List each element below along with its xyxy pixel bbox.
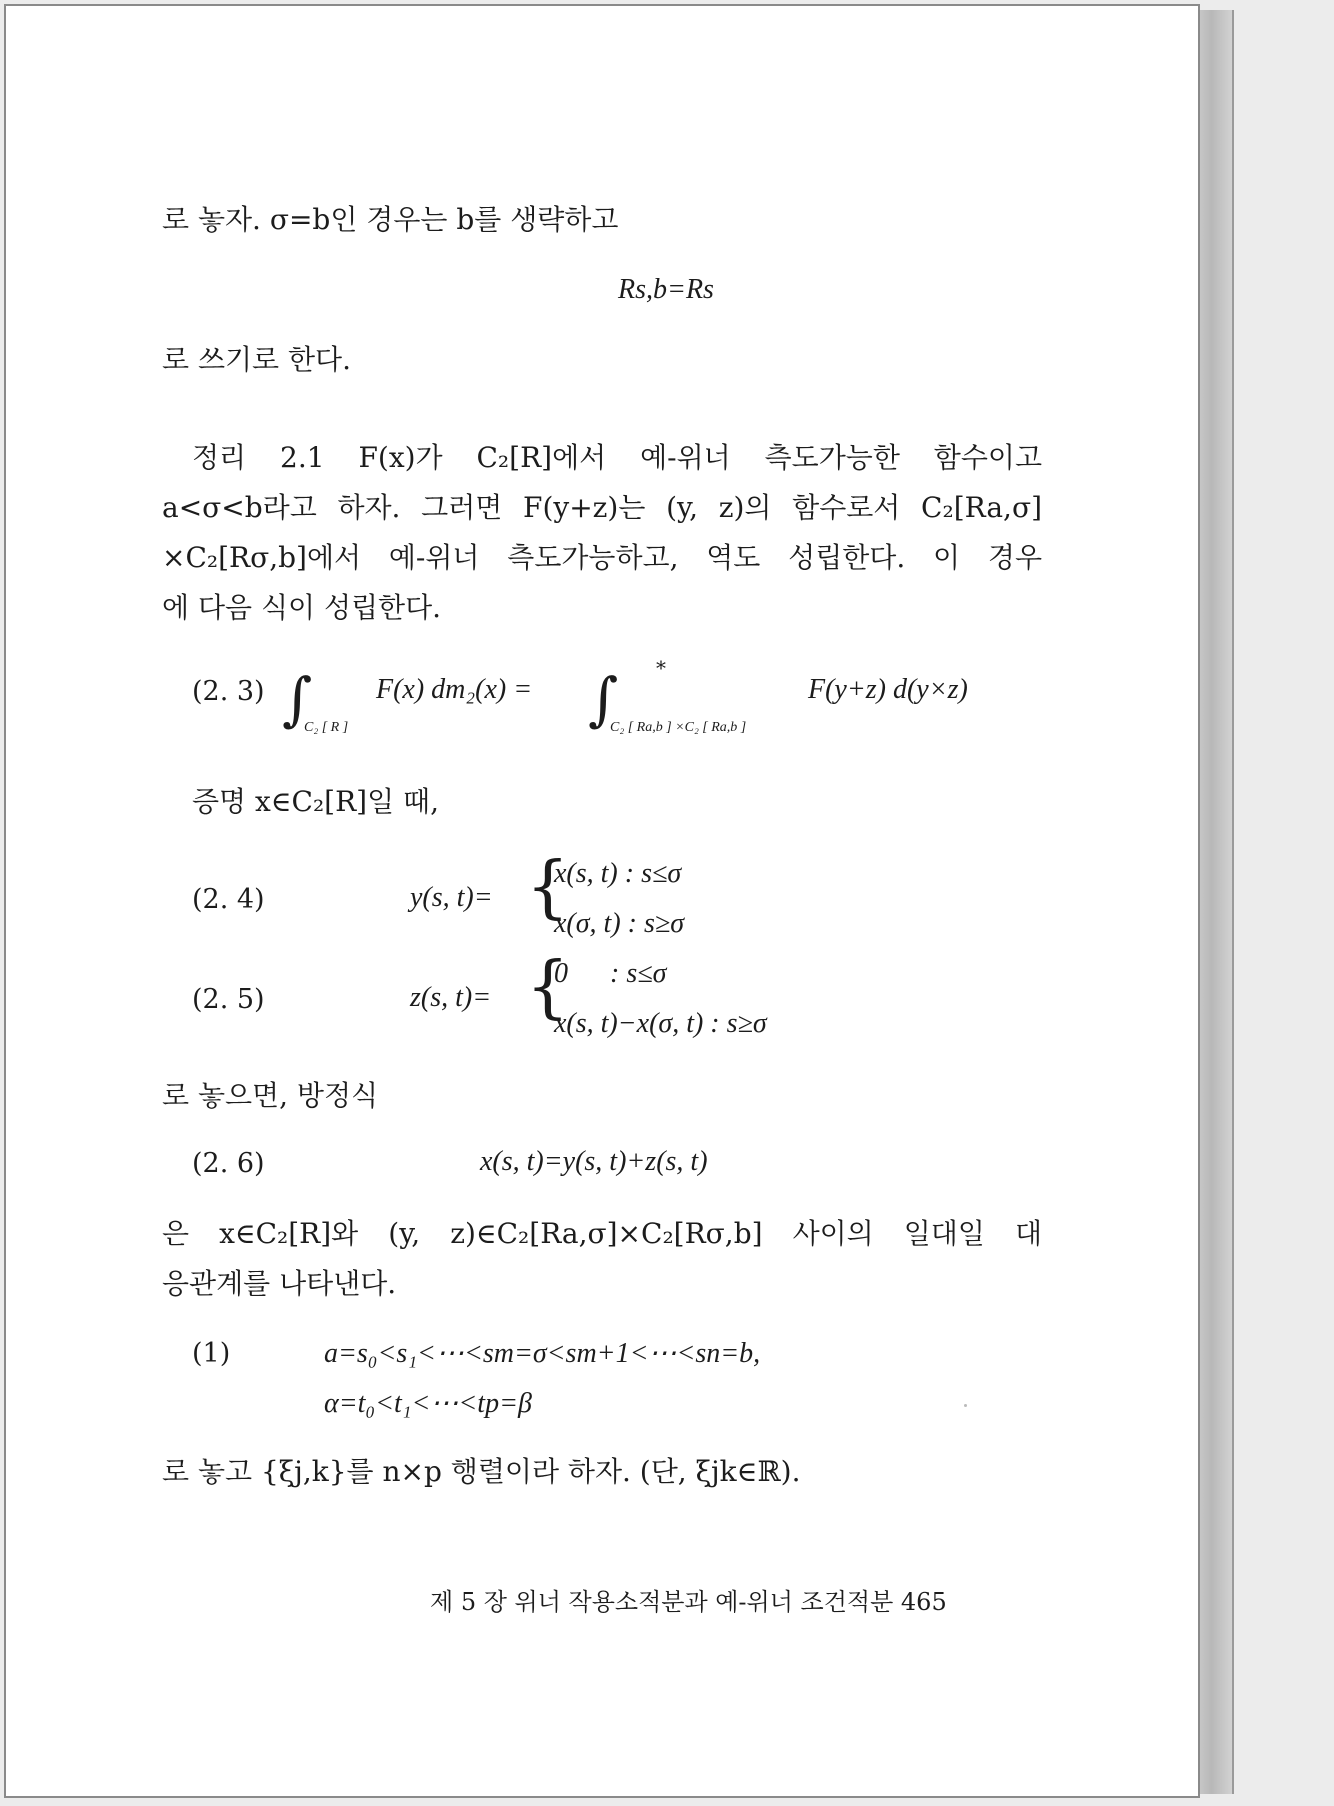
equation-rs: Rs,b=Rs xyxy=(618,274,714,305)
text-line-6: 로 놓고 {ξj,k}를 n×p 행렬이라 하자. (단, ξjk∈ℝ). xyxy=(162,1455,801,1488)
page-edge xyxy=(1198,10,1234,1794)
item-1-line-1: a=s₀<s₁<⋯<sm=σ<sm+1<⋯<sn=b, xyxy=(324,1338,761,1369)
equation-number-2-5: (2. 5) xyxy=(192,984,265,1015)
left-brace: { xyxy=(526,848,570,927)
equation-2-4-lhs: y(s, t)= xyxy=(410,882,493,913)
item-1-line-2: α=t₀<t₁<⋯<tp=β xyxy=(324,1388,532,1419)
integral-body-left: F(x) dm₂(x) = xyxy=(376,674,533,705)
integral-domain-right: C₂ [ Ra,b ] ×C₂ [ Ra,b ] xyxy=(610,720,747,735)
item-number-1: (1) xyxy=(192,1338,231,1369)
scan-speck xyxy=(964,1404,967,1407)
theorem-line-3: ×C₂[Rσ,b]에서 예-위너 측도가능하고, 역도 성립한다. 이 경우 xyxy=(162,541,1042,574)
text-line-3: 로 놓으면, 방정식 xyxy=(162,1079,379,1112)
equation-2-5-lhs: z(s, t)= xyxy=(410,982,492,1013)
star-mark: * xyxy=(656,656,666,680)
proof-line: 증명 x∈C₂[R]일 때, xyxy=(192,785,439,818)
equation-2-4-case-2: x(σ, t) : s≥σ xyxy=(554,908,685,939)
text-line-4: 은 x∈C₂[R]와 (y, z)∈C₂[Ra,σ]×C₂[Rσ,b] 사이의 일대일 대 xyxy=(162,1217,1042,1250)
theorem-line-4: 에 다음 식이 성립한다. xyxy=(162,591,442,624)
integral-body-right: F(y+z) d(y×z) xyxy=(808,674,968,705)
equation-2-5-case-2: x(s, t)−x(σ, t) : s≥σ xyxy=(554,1008,767,1039)
text-line-5: 응관계를 나타낸다. xyxy=(162,1267,397,1300)
integral-symbol: ∫ xyxy=(588,665,619,733)
equation-2-3 xyxy=(194,656,1054,740)
integral-symbol: ∫ xyxy=(282,665,313,733)
equation-number-2-6: (2. 6) xyxy=(192,1148,265,1179)
theorem-line-2: a<σ<b라고 하자. 그러면 F(y+z)는 (y, z)의 함수로서 C₂[Ra,σ] xyxy=(162,491,1042,524)
theorem-line-1: 정리 2.1 F(x)가 C₂[R]에서 예-위너 측도가능한 함수이고 xyxy=(192,441,1042,474)
integral-domain-left: C₂ [ R ] xyxy=(304,720,349,735)
left-brace: { xyxy=(526,948,570,1027)
equation-2-4-case-1: x(s, t) : s≤σ xyxy=(554,858,682,889)
equation-2-5-case-1: 0 : s≤σ xyxy=(554,958,667,989)
equation-number-2-3: (2. 3) xyxy=(192,676,265,707)
text-line-1: 로 놓자. σ=b인 경우는 b를 생략하고 xyxy=(162,203,619,236)
text-line-2: 로 쓰기로 한다. xyxy=(162,343,351,376)
equation-number-2-4: (2. 4) xyxy=(192,884,265,915)
equation-2-6: x(s, t)=y(s, t)+z(s, t) xyxy=(480,1146,708,1177)
book-page xyxy=(4,4,1200,1798)
page-footer: 제 5 장 위너 작용소적분과 예-위너 조건적분 465 xyxy=(430,1588,947,1616)
